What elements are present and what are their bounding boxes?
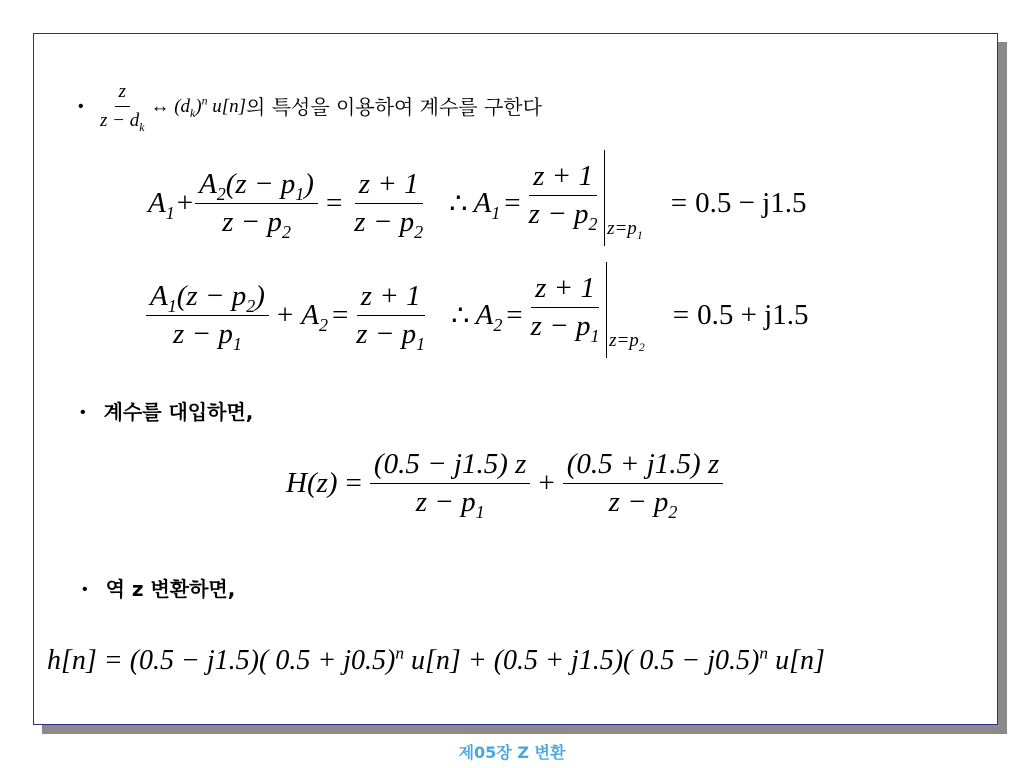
fraction-z-over-z-minus-dk xyxy=(96,80,148,133)
equals-sign: = xyxy=(325,186,343,219)
bullet-substitute-coefficients xyxy=(80,400,253,425)
equation-a2 xyxy=(146,272,808,358)
fraction-denominator: $z - p_2$ xyxy=(354,205,424,242)
therefore-symbol: ∴ xyxy=(449,187,468,220)
bullet-marker: • xyxy=(78,97,84,115)
equals-sign: = xyxy=(670,186,688,219)
equals-sign: = xyxy=(345,467,362,499)
term-a1: $A_1$ xyxy=(148,186,175,223)
fraction-first-term xyxy=(370,448,530,522)
fraction-numerator: $A_1(z - p_2)$ xyxy=(146,280,269,316)
transform-pair-rhs: ↔ $(d_k)^n$ u[n] xyxy=(150,94,247,120)
plus-sign: + xyxy=(538,467,555,499)
hn-expression: h[n] = (0.5 − j1.5)( 0.5 + j0.5)$^n$ u[n] + (0.5 + j1.5)( 0.5 − j0.5)$^n$ u[n] xyxy=(47,643,825,676)
bullet-marker: • xyxy=(80,404,86,421)
plus-sign: + xyxy=(276,298,294,331)
fraction-a1-term xyxy=(146,279,269,354)
fraction-denominator: $z - p_1$ xyxy=(173,317,242,354)
equals-sign: = xyxy=(506,298,523,331)
bullet-text: 역 z 변환하면, xyxy=(105,577,236,601)
fraction-numerator: (0.5 − j1.5) z xyxy=(370,448,530,484)
a1-value: 0.5 − j1.5 xyxy=(695,186,807,219)
hz-label: H(z) xyxy=(286,467,338,499)
bullet-text: 의 특성을 이용하여 계수를 구한다 xyxy=(246,94,542,119)
fraction-numerator: z + 1 xyxy=(529,160,597,196)
fraction-numerator: z + 1 xyxy=(357,280,425,316)
equals-sign: = xyxy=(672,298,690,331)
a2-value: 0.5 + j1.5 xyxy=(697,298,809,331)
bullet-inverse-z-transform xyxy=(82,577,235,602)
chapter-footer: 제05장 Z 변환 xyxy=(458,743,566,762)
result-a1: $A_1$ xyxy=(473,186,501,223)
therefore-symbol: ∴ xyxy=(451,299,470,332)
evaluation-point: $z=p_1$ xyxy=(607,218,643,242)
fraction-denominator: $z - p_1$ xyxy=(356,317,426,354)
fraction-numerator: z + 1 xyxy=(531,272,599,308)
fraction-rhs xyxy=(350,167,427,242)
fraction-denominator: $z - p_2$ xyxy=(222,205,291,242)
fraction-denominator: $z - p_1$ xyxy=(530,310,600,346)
fraction-numerator: z xyxy=(115,80,130,107)
bullet-coefficient-property xyxy=(78,80,542,133)
equals-sign: = xyxy=(331,298,349,331)
equation-hn xyxy=(47,645,825,677)
equals-sign: = xyxy=(504,186,521,219)
fraction-eval xyxy=(525,160,602,234)
evaluated-fraction xyxy=(525,160,643,246)
bullet-text: 계수를 대입하면, xyxy=(103,400,254,424)
fraction-numerator: z + 1 xyxy=(355,168,423,204)
evaluated-fraction xyxy=(527,272,645,358)
fraction-denominator: $z - p_1$ xyxy=(415,486,485,522)
fraction-rhs xyxy=(352,279,429,354)
equation-hz xyxy=(286,448,723,522)
transform-pair-formula xyxy=(96,80,246,133)
fraction-a2-term xyxy=(195,167,318,242)
equation-a1 xyxy=(148,160,806,246)
evaluation-bar xyxy=(606,262,608,358)
plus-sign: + xyxy=(176,186,194,219)
evaluation-bar xyxy=(604,150,606,246)
fraction-denominator: $z - d_k$ xyxy=(100,110,145,134)
bullet-marker: • xyxy=(82,581,88,598)
fraction-denominator: $z - p_2$ xyxy=(528,198,598,234)
evaluation-point: $z=p_2$ xyxy=(609,330,645,354)
term-a2: $A_2$ xyxy=(301,298,328,335)
fraction-numerator: (0.5 + j1.5) z xyxy=(563,448,723,484)
result-a2: $A_2$ xyxy=(475,298,503,335)
fraction-denominator: $z - p_2$ xyxy=(608,486,678,522)
slide-frame xyxy=(33,33,998,725)
fraction-second-term xyxy=(563,448,723,522)
fraction-numerator: $A_2(z - p_1)$ xyxy=(195,168,318,204)
fraction-eval xyxy=(527,272,604,346)
